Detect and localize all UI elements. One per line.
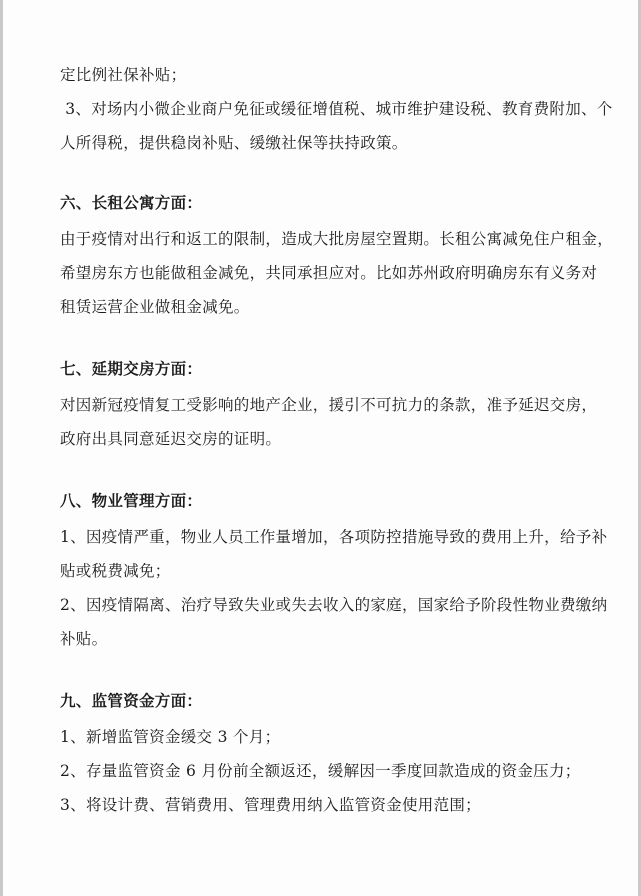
list-item: 1、因疫情严重，物业人员工作量增加，各项防控措施导致的费用上升，给予补 bbox=[60, 528, 608, 546]
list-item: 补贴。 bbox=[60, 630, 108, 648]
section-paragraph bbox=[60, 222, 620, 324]
text-line: 对因新冠疫情复工受影响的地产企业，援引不可抗力的条款，准予延迟交房， bbox=[60, 396, 598, 414]
section-heading: 九、监管资金方面： bbox=[60, 691, 203, 710]
section-paragraph bbox=[60, 388, 620, 456]
text-line: 3、对场内小微企业商户免征或缓征增值税、城市维护建设税、教育费附加、个 bbox=[60, 100, 613, 118]
text-line: 希望房东方也能做租金减免，共同承担应对。比如苏州政府明确房东有义务对 bbox=[60, 264, 598, 282]
section-paragraph bbox=[60, 520, 620, 656]
text-line: 人所得税，提供稳岗补贴、缓缴社保等扶持政策。 bbox=[60, 134, 408, 152]
list-item: 2、存量监管资金 6 月份前全额返还，缓解因一季度回款造成的资金压力； bbox=[60, 762, 581, 780]
text-line: 定比例社保补贴； bbox=[60, 66, 187, 84]
section-heading: 八、物业管理方面： bbox=[60, 491, 203, 510]
list-item: 2、因疫情隔离、治疗导致失业或失去收入的家庭，国家给予阶段性物业费缴纳 bbox=[60, 596, 608, 614]
page-left-edge bbox=[0, 0, 3, 896]
list-item: 贴或税费减免； bbox=[60, 562, 171, 580]
text-line: 政府出具同意延迟交房的证明。 bbox=[60, 430, 282, 448]
text-line: 由于疫情对出行和返工的限制，造成大批房屋空置期。长租公寓减免住户租金， bbox=[60, 230, 614, 248]
intro-paragraph bbox=[60, 58, 620, 160]
section-paragraph bbox=[60, 720, 620, 822]
list-item: 1、新增监管资金缓交 3 个月； bbox=[60, 728, 281, 746]
text-line: 租赁运营企业做租金减免。 bbox=[60, 298, 250, 316]
list-item: 3、将设计费、营销费用、管理费用纳入监管资金使用范围； bbox=[60, 796, 481, 814]
section-heading: 七、延期交房方面： bbox=[60, 359, 203, 378]
document-body bbox=[60, 58, 620, 834]
section-heading: 六、长租公寓方面： bbox=[60, 193, 203, 212]
